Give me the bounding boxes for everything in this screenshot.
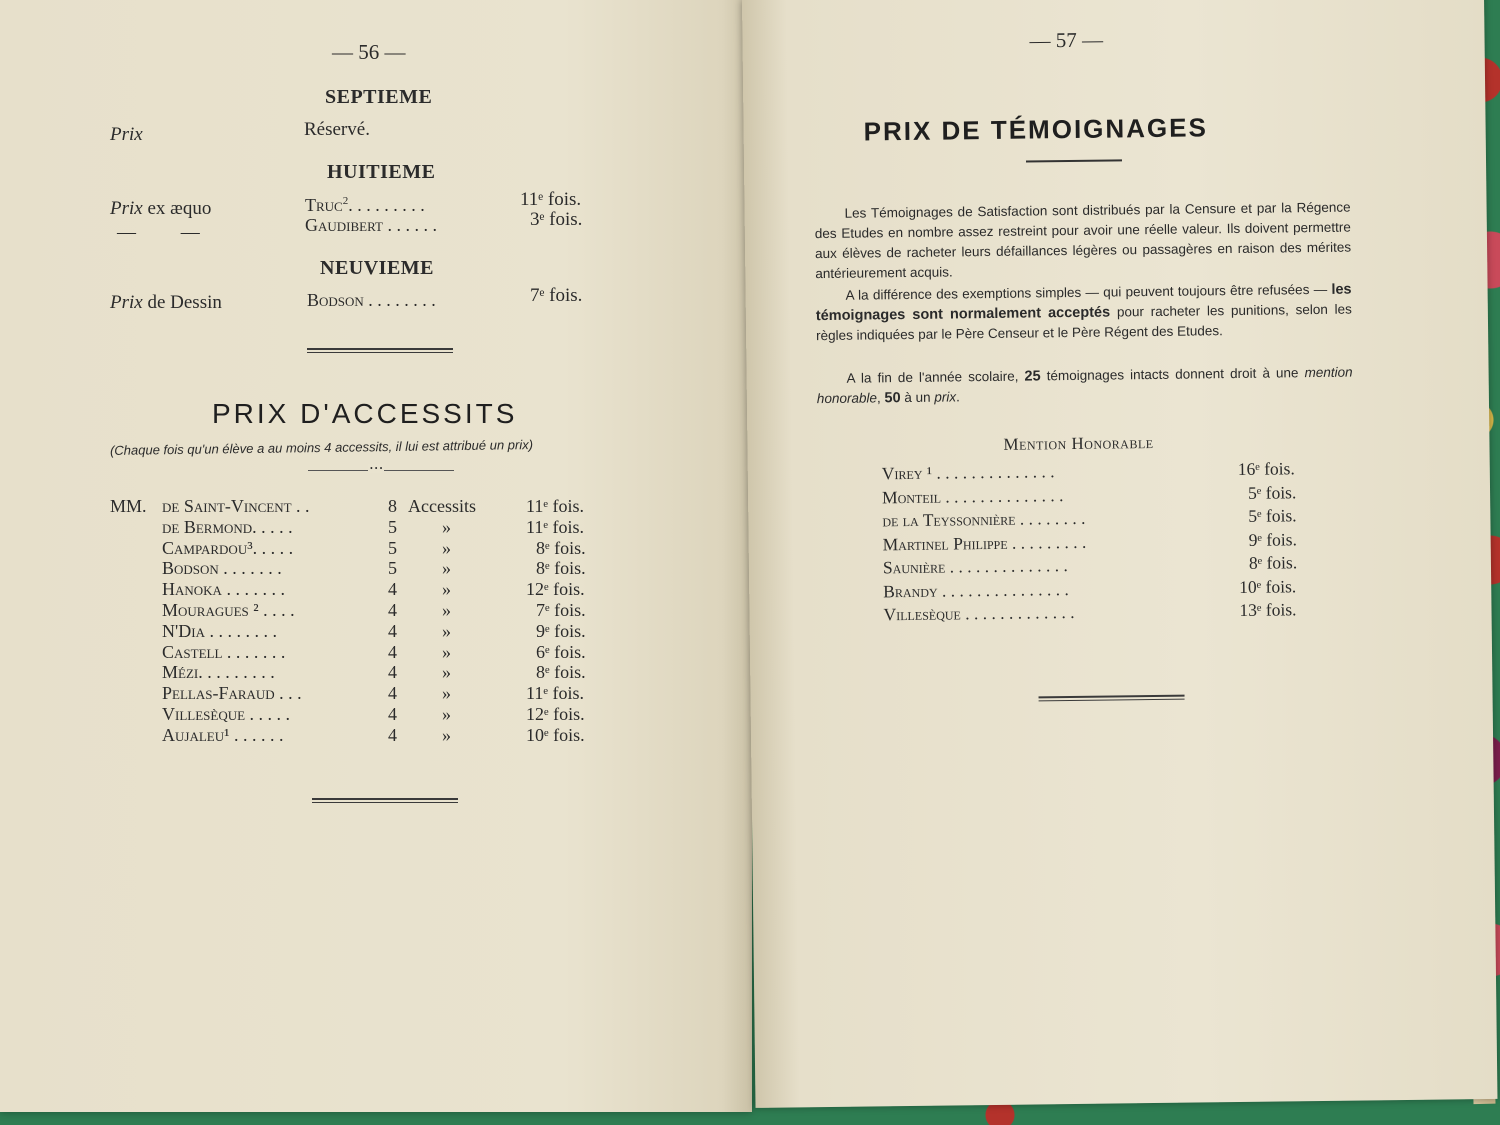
- accessit-count: 5: [388, 537, 397, 558]
- ditto-mark: »: [442, 599, 451, 620]
- leader-dots: . . . . . . . .: [368, 290, 436, 310]
- text-run: .: [956, 389, 960, 405]
- fois-value: 6ᵉ fois.: [536, 641, 586, 662]
- prize-label-huitieme: [110, 198, 211, 220]
- text-run: ,: [876, 390, 885, 406]
- student-name: Gaudibert: [305, 215, 383, 235]
- ditto-dashes: — —: [117, 222, 200, 243]
- student-name: Villesèque . . . . . . . . . . . . .: [883, 601, 1075, 625]
- student-name: de Saint-Vincent . .: [162, 496, 310, 516]
- text-run: A la différence des exemptions simples — qui peuvent toujours être refusées —: [845, 281, 1332, 303]
- right-page: [742, 0, 1497, 1108]
- student-name: Hanoka . . . . . . .: [162, 579, 285, 600]
- ditto-mark: »: [442, 724, 451, 745]
- prize-label-italic: Prix: [110, 292, 143, 313]
- accessit-count: 4: [388, 724, 397, 745]
- mm-prefix: MM.: [110, 496, 147, 516]
- fois-value: 9ᵉ fois.: [536, 620, 586, 641]
- student-name: Mézi. . . . . . . . .: [162, 662, 275, 683]
- student-name: de Bermond. . . . .: [162, 516, 293, 537]
- student-name: Martinel Philippe . . . . . . . . .: [882, 531, 1087, 554]
- accessits-subtitle: (Chaque fois qu'un élève a au moins 4 accessits, il lui est attribué un prix): [109, 437, 534, 458]
- student-name: Bodson: [307, 290, 364, 310]
- fois-value: 8ᵉ fois.: [536, 558, 586, 579]
- section-rule: [307, 348, 453, 353]
- section-rule: [312, 798, 458, 803]
- fois-value: 12ᵉ fois.: [526, 703, 585, 724]
- page-number-left: — 56 —: [332, 40, 406, 64]
- accessit-count: 4: [388, 579, 397, 600]
- prize-value-septieme: Réservé.: [304, 119, 370, 140]
- leader-dots: . . . . . . . . .: [348, 195, 425, 215]
- bold-number: 50: [884, 390, 901, 407]
- fois-value: 5ᵉ fois.: [1248, 505, 1297, 526]
- paragraph-1: Les Témoignages de Satisfaction sont distribués par la Censure et par la Régence des Etudes en nombre assez restreint pour avoir une réelle valeur. Ils doivent permettre aux élèves de racheter leurs défaillances légères ou passagères en raison des mérites antérieurement acquis.: [814, 199, 1352, 282]
- student-name: Aujaleu¹ . . . . . .: [162, 724, 284, 745]
- student-name: Virey ¹ . . . . . . . . . . . . . .: [881, 461, 1055, 484]
- ditto-mark: »: [442, 558, 451, 579]
- fois-value: 10ᵉ fois.: [1239, 575, 1297, 597]
- fois-value: 16ᵉ fois.: [1237, 458, 1295, 479]
- bold-text: les témoignages sont normalement acceptés: [815, 281, 1352, 325]
- paragraph-2: [816, 280, 1353, 347]
- fois-huitieme-1: 11ᵉ fois.: [520, 189, 582, 210]
- fois-value: 12ᵉ fois.: [526, 579, 585, 600]
- ditto-mark: »: [442, 620, 451, 641]
- student-name: Brandy . . . . . . . . . . . . . . .: [883, 578, 1069, 601]
- prize-label-neuvieme: [110, 292, 222, 314]
- accessit-count: 5: [388, 558, 397, 579]
- italic-text: mention honorable: [816, 364, 1353, 407]
- accessit-count: 4: [388, 683, 397, 704]
- student-name: Campardou³. . . . .: [162, 537, 294, 558]
- prize-label-septieme: Prix: [110, 124, 143, 145]
- student-name: Bodson . . . . . . .: [162, 558, 282, 579]
- student-name: Pellas-Faraud . . .: [162, 683, 302, 704]
- leader-dots: . . . . . .: [387, 215, 437, 235]
- paragraph-3: [817, 363, 1353, 410]
- name-neuvieme: [307, 290, 436, 311]
- fois-value: 5ᵉ fois.: [1247, 481, 1297, 503]
- ditto-mark: »: [442, 641, 451, 662]
- section-rule: [1039, 695, 1185, 702]
- student-name: Saunière . . . . . . . . . . . . . .: [882, 555, 1068, 578]
- ornament-dots: • • •: [370, 464, 383, 473]
- fois-value: 11ᵉ fois.: [526, 516, 584, 537]
- accessit-unit: Accessits: [408, 496, 476, 516]
- ditto-mark: »: [442, 537, 451, 558]
- heading-septieme: SEPTIEME: [325, 86, 433, 108]
- heading-huitieme: HUITIEME: [327, 161, 436, 183]
- accessit-count: 5: [388, 516, 397, 537]
- left-page: [0, 0, 752, 1112]
- ditto-mark: »: [442, 579, 451, 600]
- bold-number: 25: [1024, 368, 1041, 385]
- fois-value: 10ᵉ fois.: [526, 724, 585, 745]
- accessit-count: 4: [388, 599, 397, 620]
- fois-value: 8ᵉ fois.: [1248, 552, 1298, 573]
- text-run: à un: [900, 389, 935, 406]
- fois-value: 11ᵉ fois.: [526, 496, 584, 516]
- fois-value: 8ᵉ fois.: [536, 662, 586, 683]
- student-name: Castell . . . . . . .: [162, 641, 286, 662]
- fois-neuvieme: 7ᵉ fois.: [530, 285, 583, 306]
- text-run: A la fin de l'année scolaire,: [846, 368, 1025, 386]
- student-name: Mouragues ² . . . .: [162, 599, 295, 620]
- student-name: de la Teyssonnière . . . . . . . .: [882, 507, 1086, 531]
- accessits-title: PRIX D'ACCESSITS: [212, 398, 518, 429]
- prize-label-rest: ex æquo: [147, 198, 212, 219]
- student-name: Truc: [305, 195, 343, 215]
- accessit-count: 8: [388, 496, 397, 516]
- accessit-count: 4: [388, 620, 397, 641]
- ditto-mark: »: [442, 516, 451, 537]
- accessit-count: 4: [388, 641, 397, 662]
- fois-value: 13ᵉ fois.: [1239, 599, 1297, 620]
- mention-table: [881, 458, 1298, 627]
- footnote-mark: 2: [342, 195, 349, 207]
- temoignages-title: PRIX DE TÉMOIGNAGES: [863, 112, 1209, 147]
- fois-value: 7ᵉ fois.: [536, 599, 586, 620]
- student-name: N'Dia . . . . . . . .: [162, 620, 277, 641]
- prize-label-italic: Prix: [110, 198, 143, 219]
- fois-value: 8ᵉ fois.: [536, 537, 586, 558]
- ditto-mark: »: [442, 662, 451, 683]
- italic-text: prix: [934, 389, 957, 405]
- student-name: Monteil . . . . . . . . . . . . . .: [881, 484, 1064, 507]
- prize-label-rest: de Dessin: [147, 292, 222, 313]
- text-run: pour racheter les punitions, selon les règles indiquées par le Père Censeur et le Père Régent des Etudes.: [816, 301, 1352, 344]
- fois-value: 11ᵉ fois.: [526, 683, 584, 704]
- text-run: témoignages intacts donnent droit à une: [1040, 365, 1305, 384]
- title-underline: [1026, 159, 1122, 162]
- accessit-count: 4: [388, 662, 397, 683]
- name-huitieme-1: [305, 195, 425, 216]
- ditto-mark: »: [442, 683, 451, 704]
- fois-huitieme-2: 3ᵉ fois.: [530, 209, 583, 230]
- heading-neuvieme: NEUVIEME: [320, 257, 435, 279]
- ditto-mark: »: [442, 703, 451, 724]
- mention-honorable-title: Mention Honorable: [1003, 433, 1154, 454]
- name-huitieme-2: [305, 215, 437, 236]
- fois-value: 9ᵉ fois.: [1248, 528, 1297, 550]
- accessit-count: 4: [388, 703, 397, 724]
- page-number-right: — 57 —: [1029, 27, 1104, 53]
- student-name: Villesèque . . . . .: [162, 703, 291, 724]
